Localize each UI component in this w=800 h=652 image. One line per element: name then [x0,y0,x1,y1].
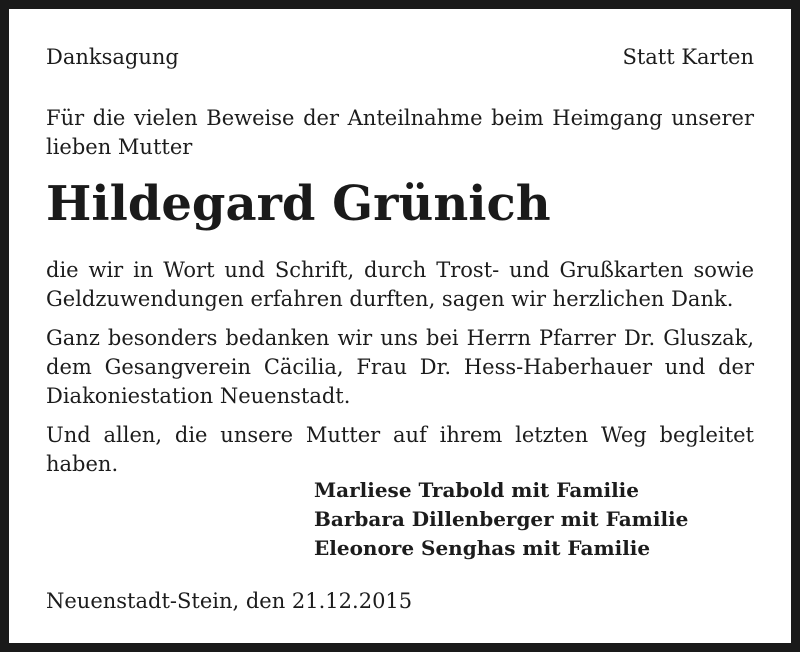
special-thanks-paragraph: Ganz besonders bedanken wir uns bei Herrn Pfarrer Dr. Gluszak, dem Gesangverein Cäcilia, Frau Dr. Hess-Haberhauer und der Diakoniestation Neuenstadt. [46,326,754,408]
signers-list [314,476,688,563]
header-note: Statt Karten [622,45,754,69]
intro-text: Für die vielen Beweise der Anteilnahme beim Heimgang unserer lieben Mutter [46,106,754,159]
closing-paragraph: Und allen, die unsere Mutter auf ihrem letzten Weg begleitet haben. [46,423,754,476]
deceased-name: Hildegard Grünich [46,176,551,232]
thanks-paragraph: die wir in Wort und Schrift, durch Trost- und Grußkarten sowie Geldzuwendungen erfahren durften, sagen wir herzlichen Dank. [46,258,754,311]
header-title: Danksagung [46,45,179,69]
place-date: Neuenstadt-Stein, den 21.12.2015 [46,589,413,613]
signer: Eleonore Senghas mit Familie [314,536,651,560]
signer: Barbara Dillenberger mit Familie [314,507,689,531]
header-row [46,43,754,71]
signer: Marliese Trabold mit Familie [314,478,639,502]
